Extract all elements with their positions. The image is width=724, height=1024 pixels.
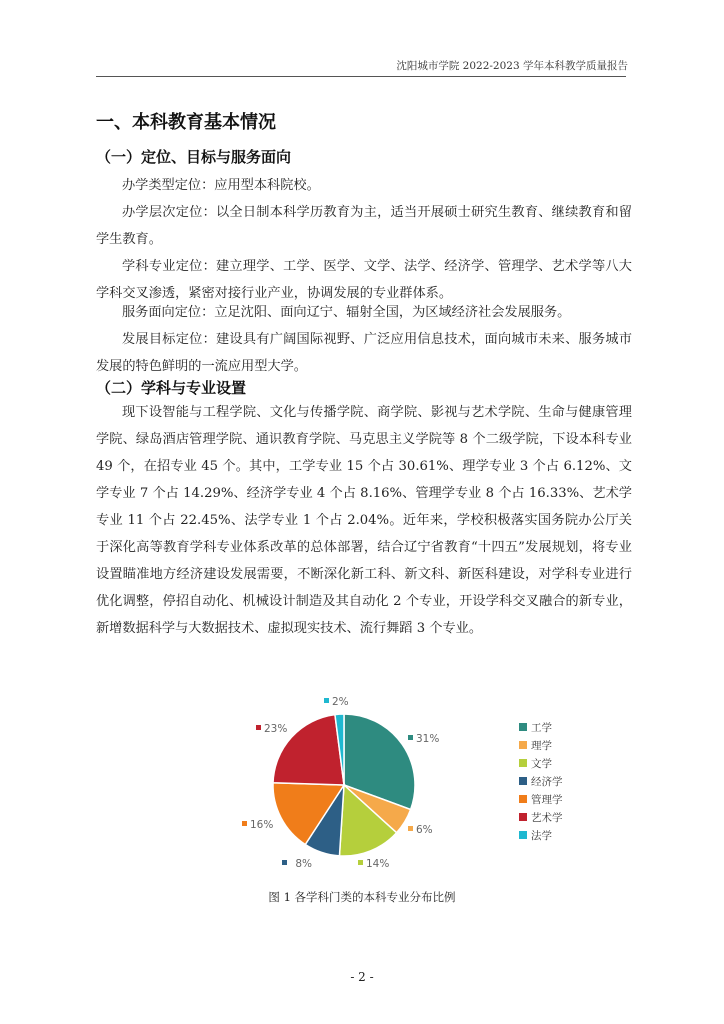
data-label-marker — [282, 860, 287, 865]
paragraph: 办学层次定位：以全日制本科学历教育为主，适当开展硕士研究生教育、继续教育和留学生教育。 — [96, 205, 632, 247]
data-label-marker — [408, 826, 413, 831]
legend-label: 经济学 — [531, 776, 563, 788]
data-label-marker — [242, 821, 247, 826]
data-label-marker — [408, 735, 413, 740]
legend-swatch — [519, 723, 527, 731]
running-header: 沈阳城市学院 2022-2023 学年本科教学质量报告 — [396, 60, 628, 72]
paragraph: 学科专业定位：建立理学、工学、医学、文学、法学、经济学、管理学、艺术学等八大学科交叉渗透，紧密对接行业产业，协调发展的专业群体系。 — [96, 259, 632, 301]
legend-swatch — [519, 777, 527, 785]
legend-swatch — [519, 741, 527, 749]
legend-label: 艺术学 — [531, 812, 563, 824]
header-rule — [96, 76, 626, 77]
data-label-marker — [324, 698, 329, 703]
paragraph: 发展目标定位：建设具有广阔国际视野、广泛应用信息技术，面向城市未来、服务城市发展的特色鲜明的一流应用型大学。 — [96, 332, 632, 374]
data-label: 8% — [295, 858, 312, 870]
subsection-heading-1: （一）定位、目标与服务面向 — [96, 148, 292, 166]
page-number: - 2 - — [350, 970, 374, 984]
paragraph: 服务面向定位：立足沈阳、面向辽宁、辐射全国，为区域经济社会发展服务。 — [122, 305, 571, 320]
legend-label: 理学 — [531, 740, 552, 752]
data-label: 6% — [416, 824, 433, 836]
legend-label: 工学 — [531, 722, 552, 734]
legend-label: 管理学 — [531, 794, 563, 806]
paragraph: 办学类型定位：应用型本科院校。 — [122, 178, 320, 193]
legend-swatch — [519, 813, 527, 821]
legend-swatch — [519, 795, 527, 803]
pie-chart-svg — [220, 690, 600, 880]
legend-swatch — [519, 759, 527, 767]
pie-chart — [220, 690, 600, 880]
data-label: 14% — [366, 858, 390, 870]
data-label: 31% — [416, 733, 440, 745]
figure-caption: 图 1 各学科门类的本科专业分布比例 — [268, 890, 456, 904]
legend-label: 法学 — [531, 830, 552, 842]
data-label-marker — [256, 725, 261, 730]
data-label-marker — [358, 860, 363, 865]
paragraph: 现下设智能与工程学院、文化与传播学院、商学院、影视与艺术学院、生命与健康管理学院、绿岛酒店管理学院、通识教育学院、马克思主义学院等 8 个二级学院，下设本科专业 49 个，在招专业 45 个。其中，工学专业 15 个占 30.61%、理学专业 3 个占 6.12%、文学专业 7 个占 14.29%、经济学专业 4 个占 8.16%、管理学专业 8 个占 16.33%、艺术学专业 11 个占 22.45%、法学专业 1 个占 2.04%。近年来，学校积极落实国务院办公厅关于深化高等教育学科专业体系改革的总体部署，结合辽宁省教育“十四五”发展规划，将专业设置瞄准地方经济建设发展需要，不断深化新工科、新文科、新医科建设，对学科专业进行优化调整，停招自动化、机械设计制造及其自动化 2 个专业，开设学科交叉融合的新专业，新增数据科学与大数据技术、虚拟现实技术、流行舞蹈 3 个专业。 — [96, 405, 632, 636]
legend-swatch — [519, 831, 527, 839]
subsection-heading-2: （二）学科与专业设置 — [96, 379, 247, 397]
data-label: 23% — [264, 723, 288, 735]
data-label: 16% — [250, 819, 274, 831]
legend-label: 文学 — [531, 758, 552, 770]
section-heading: 一、本科教育基本情况 — [96, 112, 276, 133]
data-label: 2% — [332, 696, 349, 708]
